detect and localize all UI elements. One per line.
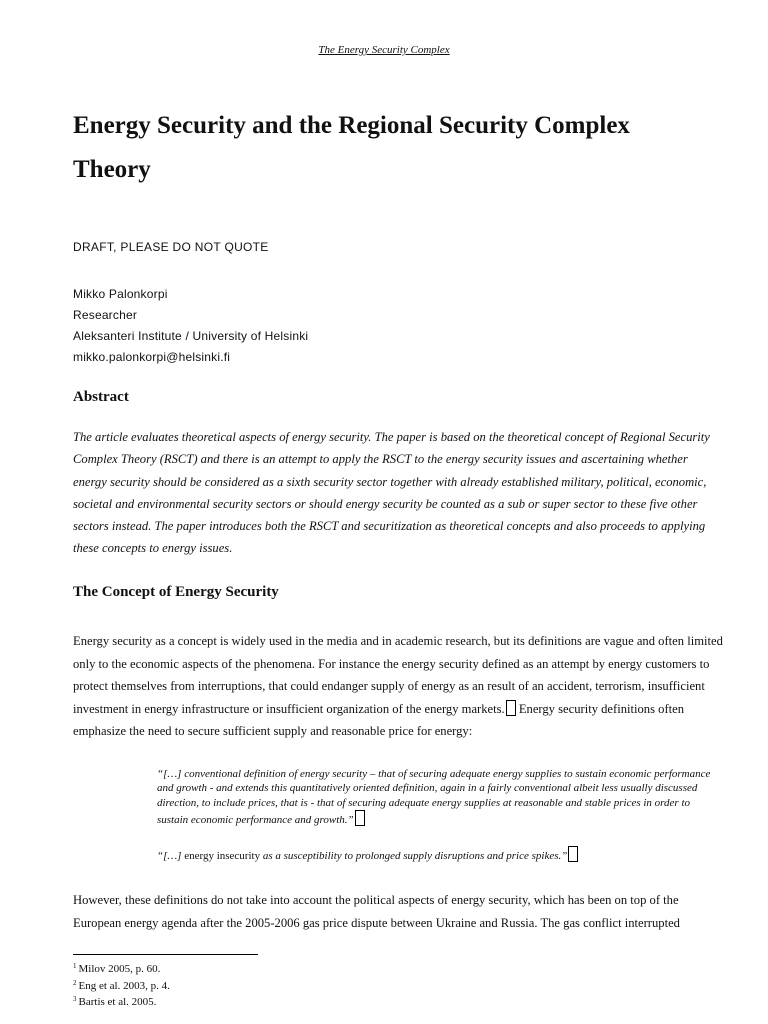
body-paragraph-1	[73, 630, 723, 743]
abstract-text: The article evaluates theoretical aspects of energy security. The paper is based on the theoretical concept of Regional Security Complex Theory (RSCT) and there is an attempt to apply the RSCT to the energy security issues and ascertaining whether energy security should be considered as a sixth security sector together with already established military, political, economic, societal and environmental security sectors or should energy security be counted as a sub or super sector to these five other sectors instead. The paper introduces both the RSCT and securitization as theoretical concepts and also proceeds to applying these concepts to energy issues.	[73, 430, 710, 556]
paragraph-text: Energy security definitions often emphasize the need to secure sufficient supply and reasonable price for energy:	[73, 701, 685, 739]
abstract-heading: Abstract	[73, 389, 129, 405]
footnote-text: Milov 2005, p. 60.	[78, 963, 161, 975]
footnote-item	[73, 960, 170, 977]
quote-text: as a susceptibility to prolonged supply disruptions and price spikes.”	[260, 850, 568, 862]
author-name: Mikko Palonkorpi	[73, 287, 168, 301]
footnote-marker-box	[506, 700, 516, 716]
quote-text: energy insecurity	[184, 850, 261, 862]
footnote-item	[73, 977, 170, 994]
footnote-text: Eng et al. 2003, p. 4.	[78, 979, 170, 992]
block-quote-2	[157, 846, 717, 863]
footnote-number: 3	[73, 995, 77, 1003]
footnote-number: 2	[73, 978, 77, 987]
draft-notice: DRAFT, PLEASE DO NOT QUOTE	[73, 240, 269, 254]
author-role: Researcher	[73, 308, 138, 322]
footnote-marker-box	[355, 810, 365, 826]
section-heading: The Concept of Energy Security	[73, 584, 279, 600]
footnote-text: Bartis et al. 2005.	[78, 996, 157, 1008]
footnote-number: 1	[73, 962, 77, 970]
footnote-marker-box	[568, 846, 578, 862]
footnote-item	[73, 993, 170, 1010]
body-paragraph-2: However, these definitions do not take into account the political aspects of energy security, which has been on top of the European energy agenda after the 2005-2006 gas price dispute between Ukraine and Russia. The gas conflict interrupted	[73, 893, 680, 930]
footnotes	[73, 960, 170, 1010]
quote-text: “[…]	[157, 850, 185, 862]
quote-text: “[…] conventional definition of energy security – that of securing adequate energy supplies to sustain economic performance and growth - and extends this quantitatively oriented definition, again in a fairly conventional albeit less usually discussed direction, to include prices, that is - that of securing adequate energy supplies at reasonable and stable prices in order to sustain economic performance and growth.”	[157, 768, 711, 826]
author-affiliation: Aleksanteri Institute / University of Helsinki	[73, 329, 309, 343]
footnote-divider	[73, 954, 258, 955]
paper-title: Energy Security and the Regional Security Complex Theory	[73, 112, 630, 183]
author-block	[73, 284, 308, 368]
running-head: The Energy Security Complex	[318, 44, 450, 56]
paragraph-text: Energy security as a concept is widely used in the media and in academic research, but its definitions are vague and often limited only to the economic aspects of the phenomena. For instance the energy security defined as an attempt by energy customers to protect themselves from interruptions, that could endanger supply of energy as an result of an accident, terrorism, insufficient investment in energy infrastructure or insufficient organization of the energy markets.	[73, 634, 723, 716]
block-quote-1	[157, 767, 717, 827]
author-email: mikko.palonkorpi@helsinki.fi	[73, 350, 231, 364]
